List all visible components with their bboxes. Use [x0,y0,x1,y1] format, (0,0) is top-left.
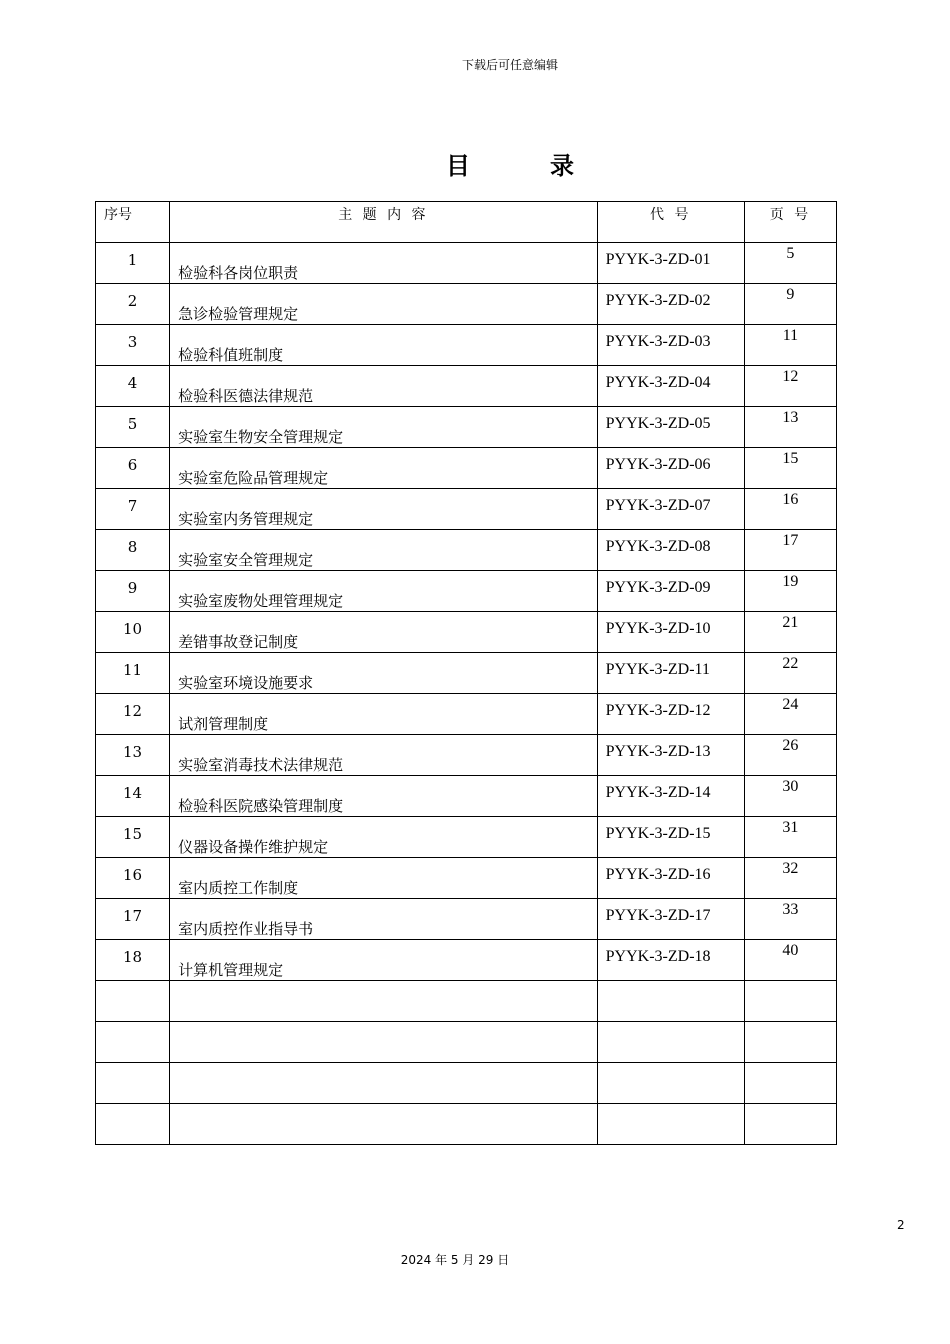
cell-title: 仪器设备操作维护规定 [170,817,598,858]
cell-no [96,1022,170,1063]
table-body [96,243,837,1145]
cell-code: PYYK-3-ZD-14 [597,776,744,817]
cell-code [597,1104,744,1145]
table-row [96,858,837,899]
cell-no: 6 [96,448,170,489]
cell-no: 10 [96,612,170,653]
document-title [0,146,950,181]
cell-page [744,1022,836,1063]
cell-code: PYYK-3-ZD-06 [597,448,744,489]
table-row [96,1104,837,1145]
cell-page: 5 [744,243,836,284]
cell-no: 16 [96,858,170,899]
cell-no: 8 [96,530,170,571]
cell-title: 检验科医德法律规范 [170,366,598,407]
cell-no [96,981,170,1022]
table-row [96,653,837,694]
cell-code: PYYK-3-ZD-16 [597,858,744,899]
cell-title [170,1063,598,1104]
cell-no: 11 [96,653,170,694]
cell-title: 急诊检验管理规定 [170,284,598,325]
cell-code: PYYK-3-ZD-09 [597,571,744,612]
cell-code: PYYK-3-ZD-18 [597,940,744,981]
cell-page: 24 [744,694,836,735]
cell-no: 14 [96,776,170,817]
cell-code: PYYK-3-ZD-11 [597,653,744,694]
cell-code: PYYK-3-ZD-10 [597,612,744,653]
cell-no: 13 [96,735,170,776]
cell-page: 13 [744,407,836,448]
cell-no [96,1063,170,1104]
cell-page: 32 [744,858,836,899]
cell-title: 实验室内务管理规定 [170,489,598,530]
title-char-left: 目 [446,152,470,180]
cell-page: 15 [744,448,836,489]
cell-page: 19 [744,571,836,612]
cell-code: PYYK-3-ZD-02 [597,284,744,325]
cell-no: 4 [96,366,170,407]
cell-code: PYYK-3-ZD-08 [597,530,744,571]
table-row [96,284,837,325]
table-row [96,694,837,735]
cell-code: PYYK-3-ZD-07 [597,489,744,530]
cell-no: 5 [96,407,170,448]
table-row [96,1022,837,1063]
header-code: 代 号 [597,202,744,243]
table-row [96,1063,837,1104]
table-row [96,448,837,489]
table-row [96,243,837,284]
cell-page: 26 [744,735,836,776]
cell-title: 实验室消毒技术法律规范 [170,735,598,776]
header-no: 序号 [96,202,170,243]
table-row [96,817,837,858]
cell-no: 18 [96,940,170,981]
cell-code [597,1063,744,1104]
cell-page: 31 [744,817,836,858]
cell-page: 40 [744,940,836,981]
cell-code: PYYK-3-ZD-03 [597,325,744,366]
header-title: 主 题 内 容 [170,202,598,243]
cell-code [597,981,744,1022]
page-number: 2 [897,1218,905,1232]
cell-title [170,1022,598,1063]
cell-page: 30 [744,776,836,817]
footer-date: 2024 年 5 月 29 日 [400,1253,510,1267]
table-row [96,940,837,981]
table-row [96,612,837,653]
table-row [96,530,837,571]
cell-page [744,981,836,1022]
cell-no: 3 [96,325,170,366]
cell-title: 试剂管理制度 [170,694,598,735]
table-of-contents [95,201,837,1145]
cell-code: PYYK-3-ZD-13 [597,735,744,776]
cell-title: 检验科医院感染管理制度 [170,776,598,817]
cell-title: 室内质控工作制度 [170,858,598,899]
cell-title: 室内质控作业指导书 [170,899,598,940]
header-page: 页 号 [744,202,836,243]
cell-no: 17 [96,899,170,940]
table-row [96,899,837,940]
cell-code [597,1022,744,1063]
title-char-right: 录 [550,152,574,180]
cell-code: PYYK-3-ZD-17 [597,899,744,940]
cell-code: PYYK-3-ZD-05 [597,407,744,448]
table-row [96,735,837,776]
cell-page: 9 [744,284,836,325]
cell-title: 检验科各岗位职责 [170,243,598,284]
cell-title: 差错事故登记制度 [170,612,598,653]
cell-page: 16 [744,489,836,530]
cell-page: 17 [744,530,836,571]
table-row [96,776,837,817]
cell-no: 12 [96,694,170,735]
table-header-row [96,202,837,243]
cell-no: 1 [96,243,170,284]
cell-title [170,981,598,1022]
cell-title [170,1104,598,1145]
cell-title: 实验室危险品管理规定 [170,448,598,489]
table-row [96,366,837,407]
cell-page [744,1063,836,1104]
cell-page: 22 [744,653,836,694]
cell-title: 实验室环境设施要求 [170,653,598,694]
cell-code: PYYK-3-ZD-01 [597,243,744,284]
table-row [96,489,837,530]
cell-title: 检验科值班制度 [170,325,598,366]
cell-no: 2 [96,284,170,325]
cell-code: PYYK-3-ZD-12 [597,694,744,735]
header-note: 下载后可任意编辑 [461,58,558,72]
cell-page [744,1104,836,1145]
cell-code: PYYK-3-ZD-15 [597,817,744,858]
cell-no [96,1104,170,1145]
cell-page: 33 [744,899,836,940]
cell-no: 7 [96,489,170,530]
cell-page: 21 [744,612,836,653]
cell-title: 实验室安全管理规定 [170,530,598,571]
cell-page: 12 [744,366,836,407]
table-row [96,407,837,448]
cell-title: 计算机管理规定 [170,940,598,981]
cell-page: 11 [744,325,836,366]
cell-no: 15 [96,817,170,858]
table-row [96,571,837,612]
cell-title: 实验室生物安全管理规定 [170,407,598,448]
cell-code: PYYK-3-ZD-04 [597,366,744,407]
cell-no: 9 [96,571,170,612]
table-row [96,325,837,366]
cell-title: 实验室废物处理管理规定 [170,571,598,612]
table-row [96,981,837,1022]
